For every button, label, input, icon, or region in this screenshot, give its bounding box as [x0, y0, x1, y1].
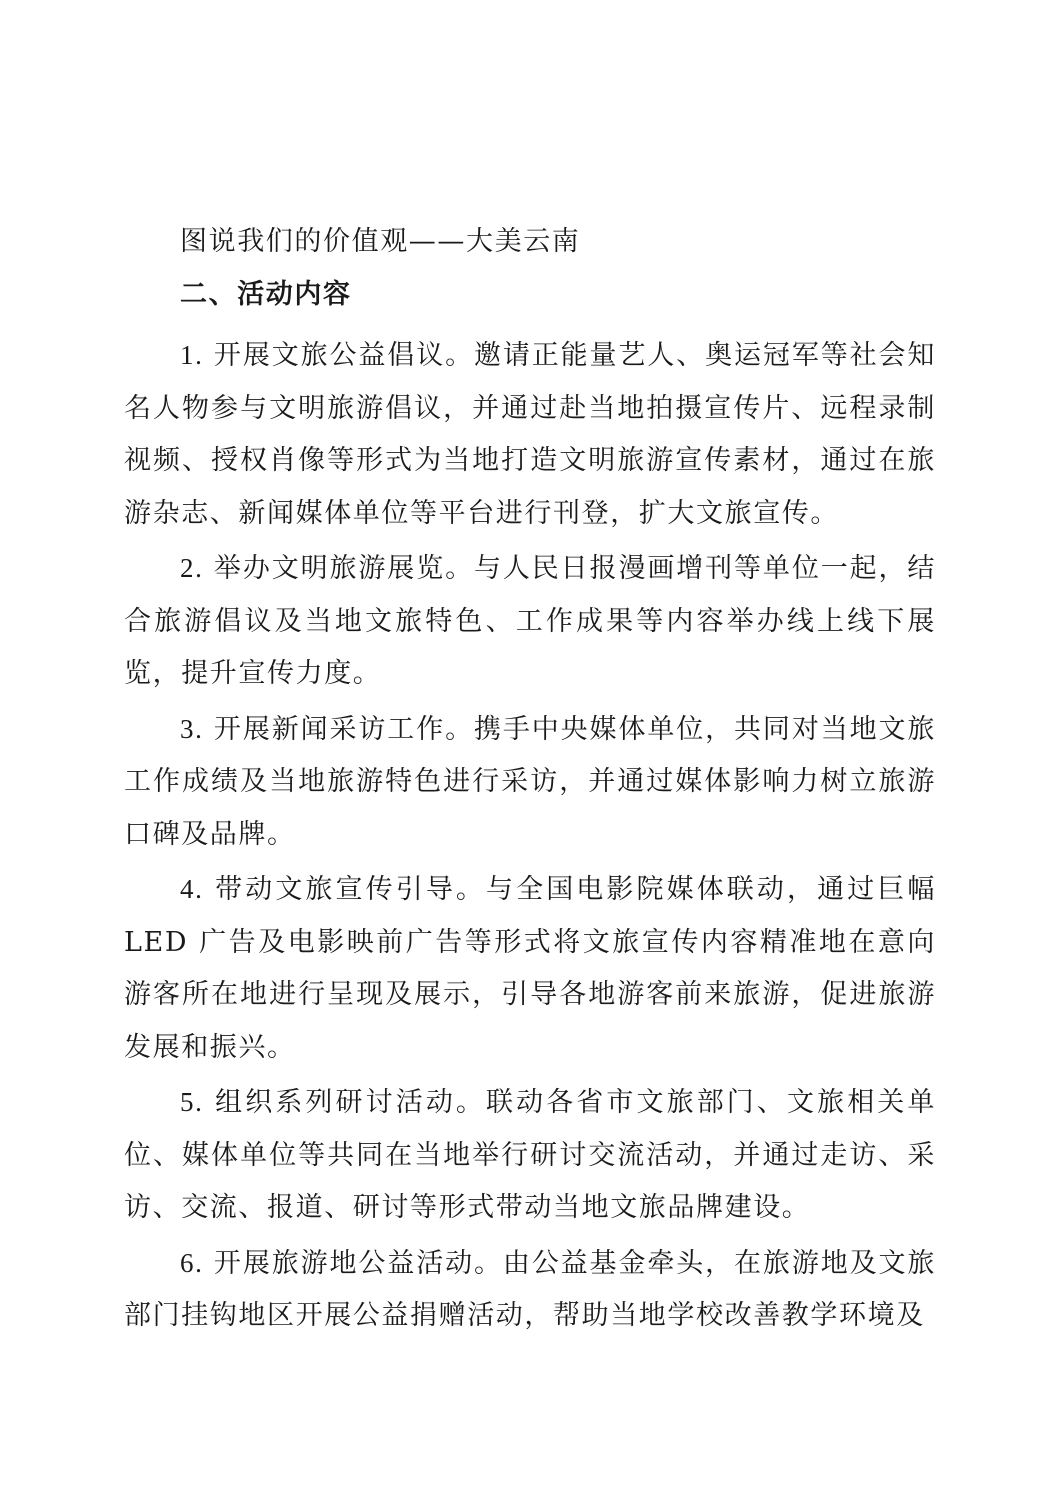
list-item: [124, 1076, 936, 1235]
item-number: 4.: [180, 874, 204, 904]
item-number: 3.: [180, 713, 204, 744]
item-text: 开展新闻采访工作。携手中央媒体单位，共同对当地文旅工作成绩及当地旅游特色进行采访，并通过媒体影响力树立旅游口碑及品牌。: [124, 713, 936, 850]
list-item: [124, 1237, 936, 1343]
list-item: [124, 703, 936, 862]
document-body: [124, 216, 936, 1345]
intro-line: 图说我们的价值观——大美云南: [180, 226, 581, 257]
item-number: 6.: [180, 1247, 204, 1278]
item-number: 2.: [180, 553, 204, 583]
list-item: [124, 542, 936, 701]
item-number: 1.: [180, 340, 204, 370]
item-text: 开展旅游地公益活动。由公益基金牵头，在旅游地及文旅部门挂钩地区开展公益捐赠活动，帮助当地学校改善教学环境及: [124, 1247, 936, 1331]
item-text: 举办文明旅游展览。与人民日报漫画增刊等单位一起，结合旅游倡议及当地文旅特色、工作成果等内容举办线上线下展览，提升宣传力度。: [124, 553, 936, 689]
item-text: 带动文旅宣传引导。与全国电影院媒体联动，通过巨幅 LED 广告及电影映前广告等形式将文旅宣传内容精准地在意向游客所在地进行呈现及展示，引导各地游客前来旅游，促进旅游发展和振兴。: [124, 874, 936, 1063]
section-heading: 二、活动内容: [180, 278, 352, 310]
item-text: 开展文旅公益倡议。邀请正能量艺人、奥运冠军等社会知名人物参与文明旅游倡议，并通过赴当地拍摄宣传片、远程录制视频、授权肖像等形式为当地打造文明旅游宣传素材，通过在旅游杂志、新闻媒体单位等平台进行刊登，扩大文旅宣传。: [124, 340, 936, 529]
list-item: [124, 329, 936, 540]
item-text: 组织系列研讨活动。联动各省市文旅部门、文旅相关单位、媒体单位等共同在当地举行研讨交流活动，并通过走访、采访、交流、报道、研讨等形式带动当地文旅品牌建设。: [124, 1087, 936, 1223]
list-item: [124, 863, 936, 1074]
item-number: 5.: [180, 1087, 204, 1117]
